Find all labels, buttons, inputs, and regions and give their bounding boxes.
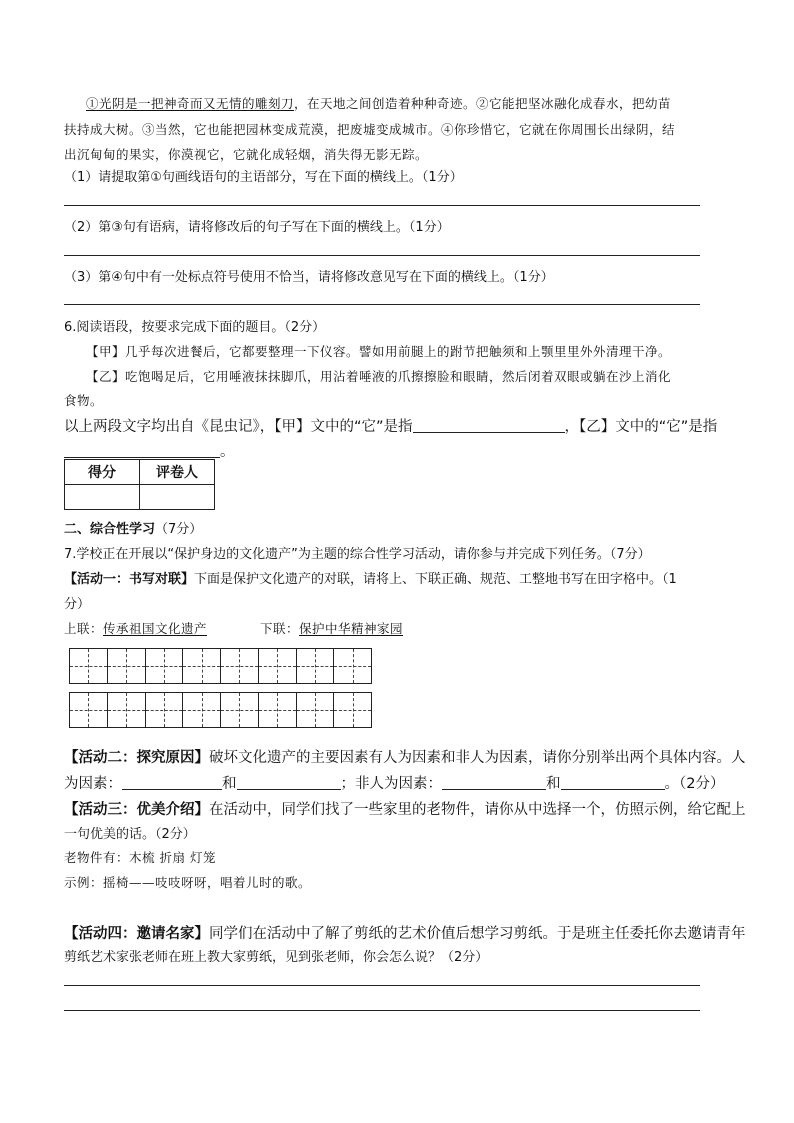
q6-yi-line1: 【乙】吃饱喝足后，它用唾液抹抹脚爪，用沾着唾液的爪擦擦脸和眼睛，然后闭着双眼或躺在沙上消化 bbox=[86, 369, 672, 384]
underlined-sentence: ①光阴是一把神奇而又无情的雕刻刀 bbox=[86, 96, 295, 111]
blank-yi[interactable] bbox=[64, 443, 220, 458]
q6-question: 以上两段文字均出自《昆虫记》，【甲】文中的“它”是指 ，【乙】文中的“它”是指 bbox=[64, 419, 718, 435]
q7-title: 7.学校正在开展以“保护身边的文化遗产”为主题的综合性学习活动，请你参与并完成下列任务。（7分） bbox=[64, 547, 651, 562]
answer-line-5[interactable] bbox=[64, 1010, 700, 1011]
activity-3: 【活动三：优美介绍】在活动中，同学们找了一些家里的老物件，请你从中选择一个，仿照示例，给它配上 bbox=[64, 802, 746, 818]
activity-4-cont: 剪纸艺术家张老师在班上教大家剪纸，见到张老师，你会怎么说？（2分） bbox=[64, 950, 489, 965]
q5-sub1: （1）请提取第①句画线语句的主语部分，写在下面的横线上。（1分） bbox=[64, 170, 463, 185]
score-cell[interactable] bbox=[65, 485, 140, 510]
blank-human-2[interactable] bbox=[237, 775, 341, 790]
passage-line-3: 出沉甸甸的果实，你漠视它，它就化成轻烟，消失得无影无踪。 bbox=[64, 147, 429, 162]
activity-1-cont: 分） bbox=[64, 597, 91, 612]
q6-yi-line2: 食物。 bbox=[64, 393, 104, 408]
answer-line-3[interactable] bbox=[64, 304, 700, 305]
passage-line-2: 扶持成大树。③当然，它也能把园林变成荒漠，把废墟变成城市。④你珍惜它，它就在你周围长出绿阴，结 bbox=[64, 122, 676, 137]
q6-jia: 【甲】几乎每次进餐后，它都要整理一下仪容。譬如用前腿上的跗节把触须和上颚里里外外清理干净。 bbox=[86, 344, 672, 359]
q6-title: 6.阅读语段，按要求完成下面的题目。（2分） bbox=[64, 320, 326, 335]
blank-nonhuman-1[interactable] bbox=[442, 775, 546, 790]
blank-nonhuman-2[interactable] bbox=[561, 775, 665, 790]
blank-jia[interactable] bbox=[413, 418, 565, 433]
answer-line-4[interactable] bbox=[64, 985, 700, 986]
activity-3-cont: 一句优美的话。（2分） bbox=[64, 827, 196, 842]
tianzige-grid-lower[interactable] bbox=[69, 692, 372, 728]
activity-4: 【活动四：邀请名家】同学们在活动中了解了剪纸的艺术价值后想学习剪纸。于是班主任委托你去邀请青年 bbox=[64, 926, 746, 942]
activity-1: 【活动一：书写对联】下面是保护文化遗产的对联，请将上、下联正确、规范、工整地书写在田字格中。（1 bbox=[64, 572, 677, 587]
couplet-up: 上联：传承祖国文化遗产 bbox=[64, 621, 208, 636]
grader-cell[interactable] bbox=[140, 485, 215, 510]
passage-line-1: ①光阴是一把神奇而又无情的雕刻刀，在天地之间创造着种种奇迹。②它能把坚冰融化成春水，把幼苗 bbox=[86, 96, 672, 111]
q5-sub3: （3）第④句中有一处标点符号使用不恰当，请将修改意见写在下面的横线上。（1分） bbox=[64, 270, 554, 285]
activity-2-cont: 为因素： 和 ；非人为因素： 和 。（2分） bbox=[64, 776, 725, 792]
q6-question-cont: 。 bbox=[64, 440, 235, 461]
q5-sub2: （2）第③句有语病，请将修改后的句子写在下面的横线上。（1分） bbox=[64, 220, 450, 235]
couplet-down: 下联：保护中华精神家园 bbox=[260, 621, 404, 636]
old-items: 老物件有：木梳 折扇 灯笼 bbox=[64, 850, 216, 865]
blank-human-1[interactable] bbox=[122, 775, 222, 790]
answer-line-2[interactable] bbox=[64, 255, 700, 256]
section2-heading: 二、综合性学习（7分） bbox=[64, 522, 203, 537]
answer-line-1[interactable] bbox=[64, 205, 700, 206]
grader-header: 评卷人 bbox=[140, 460, 215, 485]
example: 示例：摇椅——吱吱呀呀，唱着儿时的歌。 bbox=[64, 875, 312, 890]
tianzige-grid-upper[interactable] bbox=[69, 648, 372, 684]
activity-2: 【活动二：探究原因】破坏文化遗产的主要因素有人为因素和非人为因素，请你分别举出两个具体内容。人 bbox=[64, 750, 746, 766]
score-header: 得分 bbox=[65, 460, 140, 485]
score-table bbox=[64, 459, 215, 510]
